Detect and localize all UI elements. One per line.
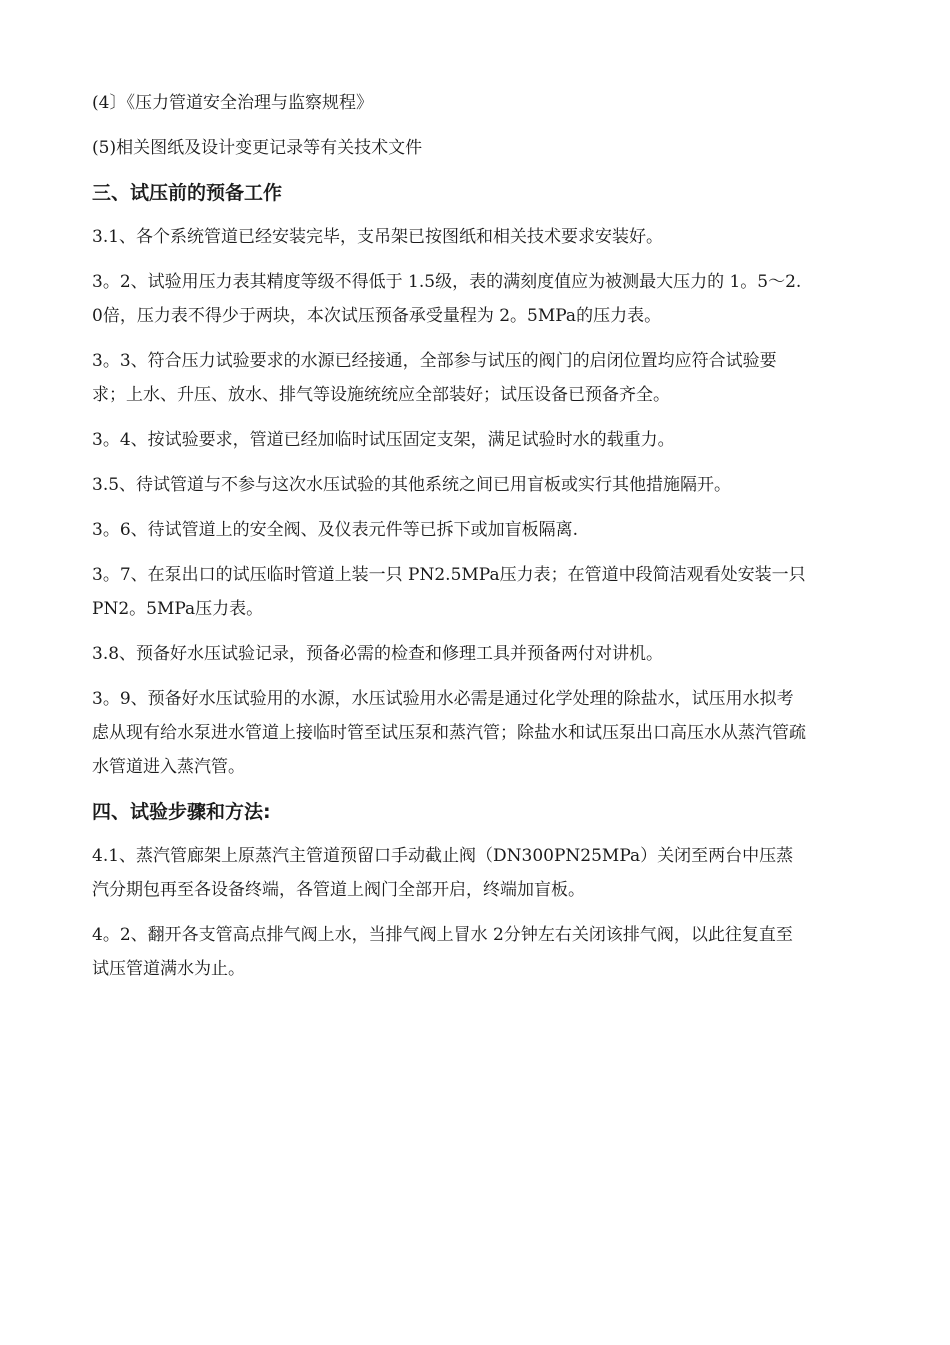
section-3-heading: 三、试压前的预备工作: [92, 182, 283, 204]
document-page: [92, 86, 808, 997]
section-3-item-7: 3。7、在泵出口的试压临时管道上装一只 PN2.5MPa压力表；在管道中段简洁观看处安装一只 PN2。5MPa压力表。: [92, 565, 806, 619]
section-3-item-3: 3。3、符合压力试验要求的水源已经接通，全部参与试压的阀门的启闭位置均应符合试验要求；上水、升压、放水、排气等设施统统应全部装好；试压设备已预备齐全。: [92, 351, 777, 405]
section-3-item-8: 3.8、预备好水压试验记录，预备必需的检查和修理工具并预备两付对讲机。: [92, 644, 664, 664]
section-3-item-1: 3.1、各个系统管道已经安装完毕，支吊架已按图纸和相关技术要求安装好。: [92, 227, 664, 247]
section-3-item-6: 3。6、待试管道上的安全阀、及仪表元件等已拆下或加盲板隔离.: [92, 520, 579, 540]
reference-item-4: (4〕《压力管道安全治理与监察规程》: [92, 93, 373, 113]
section-3-item-5: 3.5、待试管道与不参与这次水压试验的其他系统之间已用盲板或实行其他措施隔开。: [92, 475, 732, 495]
section-3-item-9: 3。9、预备好水压试验用的水源，水压试验用水必需是通过化学处理的除盐水，试压用水拟考虑从现有给水泵进水管道上接临时管至试压泵和蒸汽管；除盐水和试压泵出口高压水从蒸汽管疏水管道进入蒸汽管。: [92, 689, 806, 777]
section-3-item-4: 3。4、按试验要求，管道已经加临时试压固定支架，满足试验时水的载重力。: [92, 430, 675, 450]
section-4-item-2: 4。2、翻开各支管高点排气阀上水，当排气阀上冒水 2分钟左右关闭该排气阀，以此往复直至试压管道满水为止。: [92, 925, 793, 979]
section-4-heading: 四、试验步骤和方法:: [92, 801, 271, 823]
section-4-item-1: 4.1、蒸汽管廊架上原蒸汽主管道预留口手动截止阀（DN300PN25MPa）关闭至两台中压蒸汽分期包再至各设备终端，各管道上阀门全部开启，终端加盲板。: [92, 846, 794, 900]
section-3-item-2: 3。2、试验用压力表其精度等级不得低于 1.5级，表的满刻度值应为被测最大压力的 1。5～2.0倍，压力表不得少于两块，本次试压预备承受量程为 2。5MPa的压力表。: [92, 272, 802, 326]
reference-item-5: (5)相关图纸及设计变更记录等有关技术文件: [92, 138, 423, 158]
